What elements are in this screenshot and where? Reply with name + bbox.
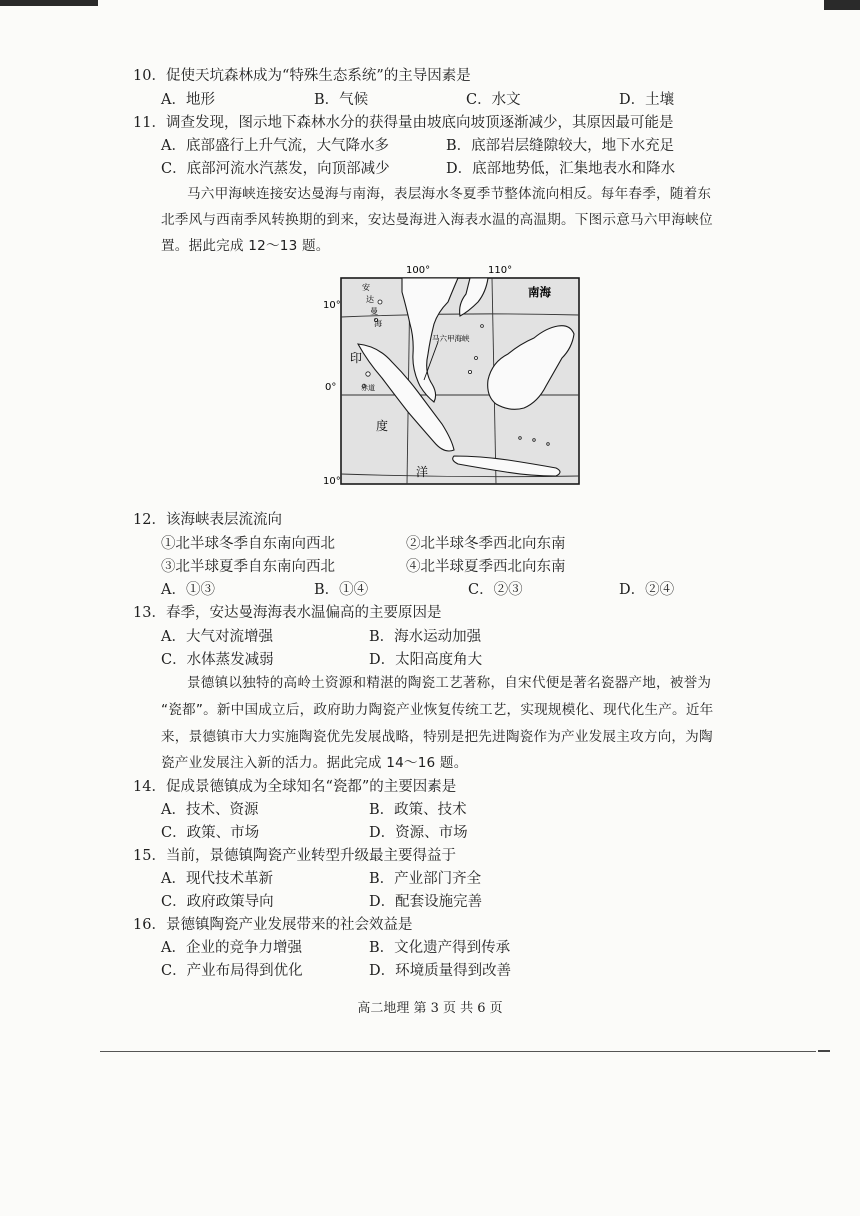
passage-1-line: 北季风与西南季风转换期的到来，安达曼海进入海表水温的高温期。下图示意马六甲海峡位 (161, 212, 713, 228)
q10-option-d: D．土壤 (619, 92, 675, 108)
bottom-rule-end (818, 1050, 830, 1052)
passage-1-line: 马六甲海峡连接安达曼海与南海，表层海水冬夏季节整体流向相反。每年春季，随着东 (187, 186, 712, 202)
q12-option-d: D．②④ (619, 582, 675, 598)
q11-option-c: C．底部河流水汽蒸发，向顶部减少 (161, 161, 390, 177)
passage-2-line: 瓷产业发展注入新的活力。据此完成 14～16 题。 (161, 755, 468, 771)
q11-option-b: B．底部岩层缝隙较大，地下水充足 (446, 138, 675, 154)
q14-option-c: C．政策、市场 (161, 825, 260, 841)
q13-option-d: D．太阳高度角大 (369, 652, 483, 668)
q14-option-d: D．资源、市场 (369, 825, 468, 841)
map-label-malacca-strait: 马六甲海峡 (432, 334, 470, 343)
question-10-stem: 10．促使天坑森林成为“特殊生态系统”的主导因素是 (133, 68, 471, 84)
q13-option-c: C．水体蒸发减弱 (161, 652, 274, 668)
question-11-stem: 11．调查发现，图示地下森林水分的获得量由坡底向坡顶逐渐减少，其原因最可能是 (133, 115, 674, 131)
q12-statement: ①北半球冬季自东南向西北 (161, 536, 335, 552)
q10-option-c: C．水文 (466, 92, 521, 108)
question-12-stem: 12．该海峡表层流流向 (133, 512, 282, 528)
map-label-equator: 赤道 (361, 384, 375, 392)
scan-edge-mark-right (824, 0, 860, 10)
scan-edge-mark-left (0, 0, 98, 6)
passage-2-line: “瓷都”。新中国成立后，政府助力陶瓷产业恢复传统工艺，实现规模化、现代化生产。近年 (161, 702, 714, 718)
q13-option-b: B．海水运动加强 (369, 629, 482, 645)
map-label-indian-ocean: 度 (376, 419, 389, 433)
map-longitude-label: 100° (406, 265, 431, 276)
map-label-andaman: 安 (362, 283, 370, 292)
page-footer: 高二地理 第 3 页 共 6 页 (357, 1001, 503, 1016)
map-latitude-label: 10° (323, 476, 341, 487)
passage-2-line: 景德镇以独特的高岭土资源和精湛的陶瓷工艺著称，自宋代便是著名瓷器产地，被誉为 (187, 675, 712, 691)
q15-option-b: B．产业部门齐全 (369, 871, 482, 887)
q12-statement: ③北半球夏季自东南向西北 (161, 559, 335, 575)
q15-option-c: C．政府政策导向 (161, 894, 274, 910)
q11-option-d: D．底部地势低，汇集地表水和降水 (446, 161, 676, 177)
map-latitude-label: 10° (323, 300, 341, 311)
map-label-andaman: 曼 (370, 307, 378, 316)
q11-option-a: A．底部盛行上升气流，大气降水多 (161, 138, 389, 154)
map-label-indian-ocean: 印 (350, 351, 363, 365)
map-label-indian-ocean: 洋 (416, 465, 429, 479)
question-15-stem: 15．当前，景德镇陶瓷产业转型升级最主要得益于 (133, 848, 456, 864)
q12-option-b: B．①④ (314, 582, 369, 598)
q16-option-a: A．企业的竞争力增强 (161, 940, 302, 956)
q12-statement: ②北半球冬季西北向东南 (406, 536, 566, 552)
q12-statement: ④北半球夏季西北向东南 (406, 559, 566, 575)
map-label-andaman: 海 (374, 319, 382, 328)
map-latitude-label: 0° (325, 382, 337, 393)
q10-option-a: A．地形 (161, 92, 215, 108)
q16-option-b: B．文化遗产得到传承 (369, 940, 511, 956)
map-longitude-label: 110° (488, 265, 513, 276)
q14-option-a: A．技术、资源 (161, 802, 259, 818)
question-14-stem: 14．促成景德镇成为全球知名“瓷都”的主要因素是 (133, 779, 457, 795)
q15-option-d: D．配套设施完善 (369, 894, 483, 910)
q14-option-b: B．政策、技术 (369, 802, 467, 818)
q12-option-a: A．①③ (161, 582, 215, 598)
passage-1-line: 置。据此完成 12～13 题。 (161, 238, 330, 254)
passage-2-line: 来，景德镇市大力实施陶瓷优先发展战略，特别是把先进陶瓷作为产业发展主攻方向，为陶 (161, 729, 713, 745)
question-13-stem: 13．春季，安达曼海海表水温偏高的主要原因是 (133, 605, 442, 621)
q16-option-c: C．产业布局得到优化 (161, 963, 303, 979)
map-label-andaman: 达 (366, 295, 374, 304)
q10-option-b: B．气候 (314, 92, 369, 108)
q16-option-d: D．环境质量得到改善 (369, 963, 512, 979)
malacca-strait-map (320, 262, 582, 500)
q15-option-a: A．现代技术革新 (161, 871, 273, 887)
map-label-south-china-sea: 南海 (528, 285, 551, 299)
q13-option-a: A．大气对流增强 (161, 629, 273, 645)
q12-option-c: C．②③ (468, 582, 523, 598)
question-16-stem: 16．景德镇陶瓷产业发展带来的社会效益是 (133, 917, 413, 933)
bottom-rule (100, 1051, 816, 1052)
